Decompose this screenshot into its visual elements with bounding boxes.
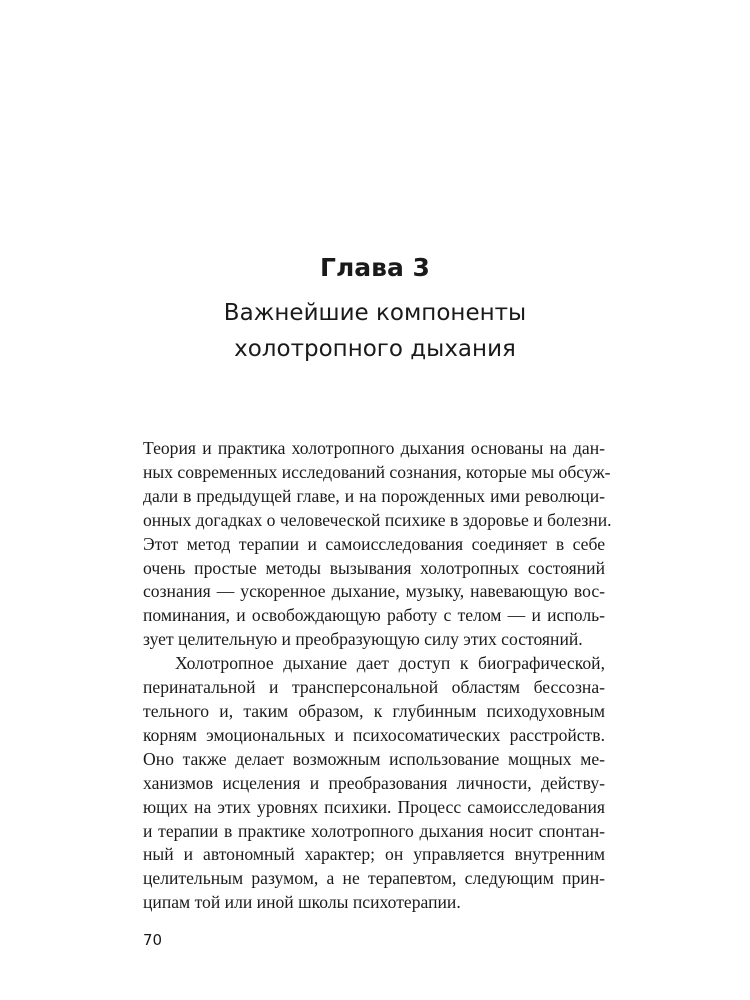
text-line: Теория и практика холотропного дыхания основаны на дан- [143,438,605,458]
chapter-title [0,295,750,367]
text-line: целительным разумом, а не терапевтом, следующим прин- [143,868,605,889]
text-line: поминания, и освобождающую работу с телом — и исполь- [143,605,605,626]
text-line: дали в предыдущей главе, и на порожденных ими революци- [143,485,605,506]
text-line: корням эмоциональных и психосоматических расстройств. [143,724,605,745]
chapter-title-line: Важнейшие компоненты [223,300,527,326]
text-line: и терапии в практике холотропного дыхания носит спонтан- [143,820,605,841]
text-line: очень простые методы вызывания холотропных состояний [143,557,605,578]
text-line: ханизмов исцеления и преобразования личности, действу- [143,772,605,793]
paragraph-2 [143,652,605,915]
text-line: ный и автономный характер; он управляется внутренним [143,844,605,865]
text-line: тельного и, таким образом, к глубинным психодуховным [143,700,605,721]
page-number: 70 [143,931,163,949]
text-line: ципам той или иной школы психотерапии. [143,892,461,913]
chapter-number: Глава 3 [320,253,430,282]
text-line: онных догадках о человеческой психике в здоровье и болезни. [143,509,612,530]
chapter-title-line: холотропного дыхания [234,336,516,362]
text-line: ных современных исследований сознания, которые мы обсуж- [143,461,611,482]
text-line: Этот метод терапии и самоисследования соединяет в себе [143,533,605,554]
body-text [143,437,612,915]
text-line: перинатальной и трансперсональной областям бессозна- [143,677,605,698]
text-line: ющих на этих уровнях психики. Процесс самоисследования [143,796,605,817]
text-line: зует целительную и преобразующую силу этих состояний. [143,629,583,650]
text-line: Оно также делает возможным использование мощных ме- [143,748,605,769]
text-line: сознания — ускоренное дыхание, музыку, навевающую вос- [143,581,605,602]
paragraph-1 [143,437,612,652]
text-line: Холотропное дыхание дает доступ к биографической, [175,653,605,674]
